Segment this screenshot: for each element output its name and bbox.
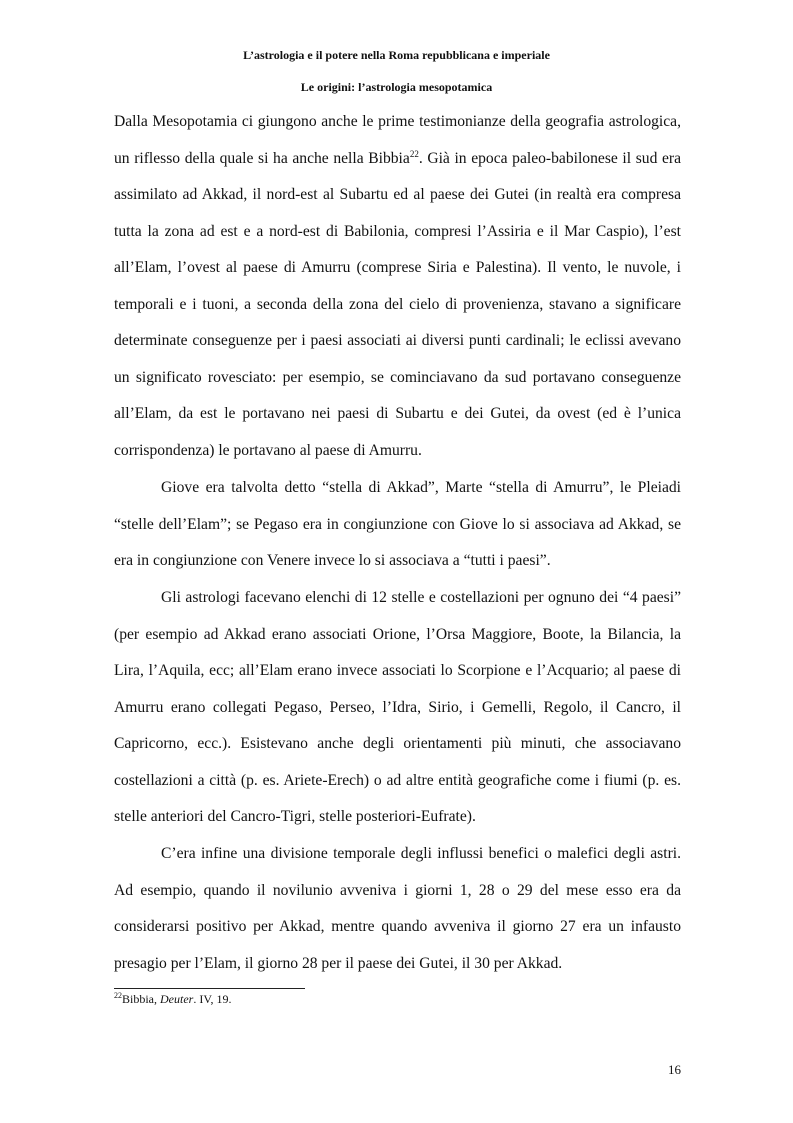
footnote-number: 22: [114, 991, 122, 1000]
footnote-reference[interactable]: 22: [409, 148, 419, 159]
footnote: [114, 992, 231, 1007]
paragraph-4: C’era infine una divisione temporale degli influssi benefici o malefici degli astri. Ad esempio, quando il novilunio avveniva i giorni 1, 28 o 29 del mese esso era da considerarsi positivo per Akkad, mentre quando avveniva il giorno 27 era un infausto presagio per l’Elam, il giorno 28 per il paese dei Gutei, il 30 per Akkad.: [114, 845, 681, 972]
running-header-section: Le origini: l’astrologia mesopotamica: [300, 80, 493, 94]
page-number: 16: [668, 1062, 681, 1077]
paragraph-1: [114, 104, 681, 469]
footnote-divider: [114, 988, 305, 989]
footnote-work-title: Deuter: [160, 992, 194, 1006]
paragraph-3: Gli astrologi facevano elenchi di 12 stelle e costellazioni per ognuno dei “4 paesi” (per esempio ad Akkad erano associati Orione, l’Orsa Maggiore, Boote, la Bilancia, la Lira, l’Aquila, ecc; all’Elam erano invece associati lo Scorpione e l’Acquario; al paese di Amurru erano collegati Pegaso, Perseo, l’Idra, Sirio, i Gemelli, Regolo, il Cancro, il Capricorno, ecc.). Esistevano anche degli orientamenti più minuti, che associavano costellazioni a città (p. es. Ariete-Erech) o ad altre entità geografiche come i fiumi (p. es. stelle anteriori del Cancro-Tigri, stelle posteriori-Eufrate).: [114, 589, 681, 825]
footnote-text-a: Bibbia,: [122, 992, 160, 1006]
paragraph-2: Giove era talvolta detto “stella di Akkad”, Marte “stella di Amurru”, le Pleiadi “stelle dell’Elam”; se Pegaso era in congiunzione con Giove lo si associava ad Akkad, se era in congiunzione con Venere invece lo si associava a “tutti i paesi”.: [114, 479, 681, 569]
footnote-text-b: . IV, 19.: [193, 992, 232, 1006]
paragraph-1-text-b: . Già in epoca paleo-babilonese il sud era assimilato ad Akkad, il nord-est al Subartu ed al paese dei Gutei (in realtà era compresa tutta la zona ad est e a nord-est di Babilonia, compresi l’Assiria e il Mar Caspio), l’est all’Elam, l’ovest al paese di Amurru (comprese Siria e Palestina). Il vento, le nuvole, i temporali e i tuoni, a seconda della zona del cielo di provenienza, stavano a significare determinate conseguenze per i paesi associati ai diversi punti cardinali; le eclissi avevano un significato rovesciato: per esempio, se cominciavano da sud portavano conseguenze all’Elam, da est le portavano nei paesi di Subartu e dei Gutei, da ovest (ed è l’unica corrispondenza) le portavano al paese di Amurru.: [114, 149, 682, 459]
running-header-title: L’astrologia e il potere nella Roma repubblicana e imperiale: [243, 48, 550, 62]
paragraph-1-text-a: Dalla Mesopotamia ci giungono anche le prime testimonianze della geografia astrologica, un riflesso della quale si ha anche nella Bibbia: [114, 113, 681, 167]
